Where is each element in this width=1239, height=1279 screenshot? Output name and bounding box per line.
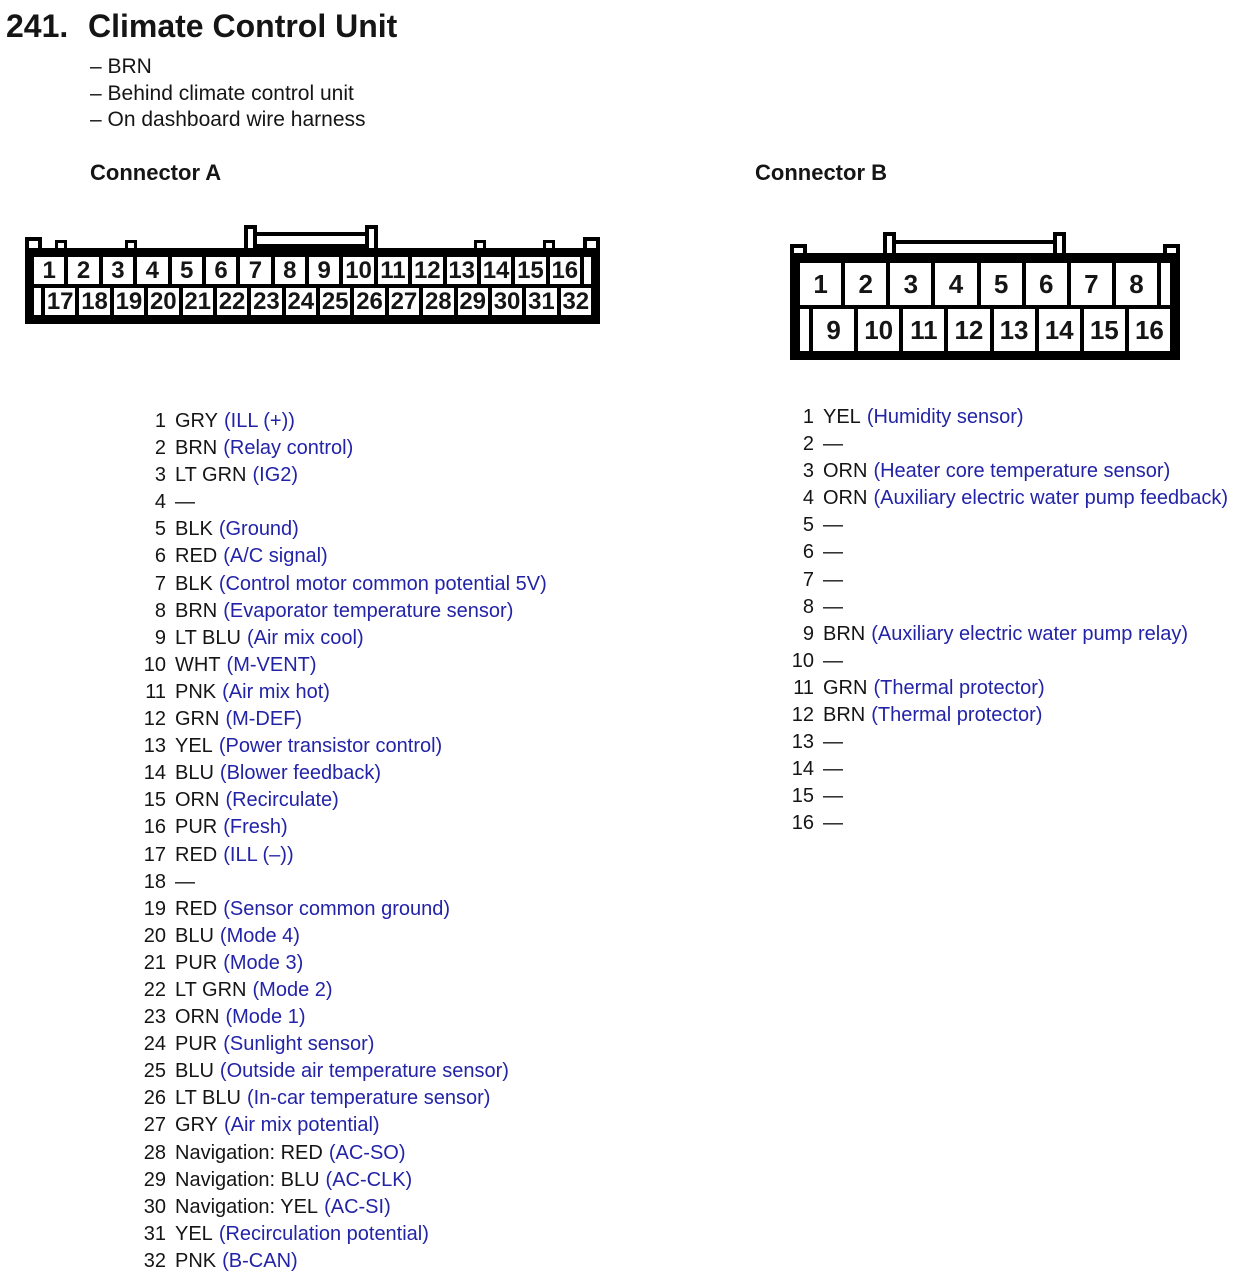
pin-list-row xyxy=(138,950,547,977)
pin-cell: 1 xyxy=(796,259,845,309)
pin-list-row xyxy=(138,679,547,706)
pin-number: 10 xyxy=(791,649,814,672)
connector-b-body xyxy=(790,253,1180,360)
pin-list-row xyxy=(138,760,547,787)
pin-number: 18 xyxy=(143,870,166,893)
wire-color: — xyxy=(823,433,843,456)
pin-list-row xyxy=(786,594,1228,621)
signal-name: (Humidity sensor) xyxy=(866,406,1024,428)
signal-name: (M-VENT) xyxy=(226,653,317,676)
connector-clip-post xyxy=(244,225,257,250)
pin-cell: 8 xyxy=(1112,259,1161,309)
connector-clip-post xyxy=(883,232,896,255)
wire-color: Navigation: YEL xyxy=(175,1195,319,1218)
wire-color: ORN xyxy=(175,1006,220,1029)
pin-list-row xyxy=(786,810,1228,837)
pin-number: 10 xyxy=(143,653,166,676)
pin-number: 8 xyxy=(802,595,814,618)
pin-cell: 7 xyxy=(1067,259,1116,309)
pin-cell: 9 xyxy=(809,305,858,355)
pin-cell: 10 xyxy=(339,253,377,288)
pin-cell: 11 xyxy=(899,305,948,355)
pin-number: 4 xyxy=(154,491,166,514)
pin-cell: 14 xyxy=(1035,305,1084,355)
pin-number: 16 xyxy=(143,816,166,839)
pin-number: 25 xyxy=(143,1060,166,1083)
wire-color: — xyxy=(823,758,843,781)
signal-name: (Thermal protector) xyxy=(871,704,1043,727)
pin-list-row xyxy=(786,675,1228,702)
wire-color: RED xyxy=(175,545,218,568)
wire-color: YEL xyxy=(175,1222,213,1245)
pin-number: 12 xyxy=(143,708,166,731)
pin-number: 1 xyxy=(154,410,166,432)
pin-list-row xyxy=(138,489,547,516)
wire-color: BLK xyxy=(175,518,213,541)
signal-name: (Auxiliary electric water pump feedback) xyxy=(873,487,1229,510)
signal-name: (Mode 3) xyxy=(223,951,304,974)
pin-list-row xyxy=(138,1167,547,1194)
pin-number: 5 xyxy=(802,514,814,537)
pin-cell: 16 xyxy=(546,253,584,288)
pin-number: 30 xyxy=(143,1195,166,1218)
wire-color: BLU xyxy=(175,924,214,947)
pin-number: 16 xyxy=(791,812,814,835)
wire-color: — xyxy=(823,812,843,835)
pin-number: 26 xyxy=(143,1087,166,1110)
pin-cell: 20 xyxy=(144,284,182,319)
pin-list-row xyxy=(138,977,547,1004)
pin-number: 12 xyxy=(791,704,814,727)
pin-number: 14 xyxy=(143,762,166,785)
pin-cell: 12 xyxy=(944,305,993,355)
wire-color: BLU xyxy=(175,1060,214,1083)
pin-cell: 18 xyxy=(75,284,113,319)
signal-name: (Mode 4) xyxy=(219,924,300,947)
pin-list-row xyxy=(138,462,547,489)
pin-number: 19 xyxy=(143,897,166,920)
signal-name: (A/C signal) xyxy=(223,545,328,568)
location-note: – Behind climate control unit xyxy=(90,81,354,105)
pin-cell: 6 xyxy=(202,253,240,288)
pin-number: 28 xyxy=(143,1141,166,1164)
pin-number: 23 xyxy=(143,1006,166,1029)
wire-color: — xyxy=(823,568,843,591)
pin-number: 2 xyxy=(802,433,814,456)
signal-name: (Power transistor control) xyxy=(218,735,443,758)
wire-color: BRN xyxy=(175,599,218,622)
pin-list-row xyxy=(138,598,547,625)
signal-name: (Relay control) xyxy=(223,437,354,460)
pin-list-row xyxy=(138,896,547,923)
signal-name: (Sensor common ground) xyxy=(223,897,451,920)
wire-color: BLU xyxy=(175,762,214,785)
connector-b-pin-list xyxy=(786,404,1228,838)
wire-color: — xyxy=(175,491,195,514)
signal-name: (Thermal protector) xyxy=(873,676,1045,699)
pin-cell: 28 xyxy=(419,284,457,319)
wire-color: GRY xyxy=(175,1114,218,1137)
pin-list-row xyxy=(138,1112,547,1139)
pin-cell: 22 xyxy=(213,284,251,319)
pin-cell: 9 xyxy=(305,253,343,288)
pin-list-row xyxy=(786,512,1228,539)
pin-cell: 17 xyxy=(41,284,79,319)
pin-number: 27 xyxy=(143,1114,166,1137)
wire-color: ORN xyxy=(823,460,868,483)
pin-number: 15 xyxy=(143,789,166,812)
signal-name: (ILL (–)) xyxy=(223,843,294,866)
pin-list-row xyxy=(138,842,547,869)
pin-list-row xyxy=(786,431,1228,458)
pin-cell: 16 xyxy=(1125,305,1174,355)
pin-list-row xyxy=(138,1248,547,1275)
pin-list-row xyxy=(786,783,1228,810)
signal-name: (AC-SO) xyxy=(328,1141,406,1164)
connector-a-heading: Connector A xyxy=(90,160,222,185)
wire-color: — xyxy=(823,541,843,564)
wire-color: PNK xyxy=(175,1249,217,1272)
wire-color: PUR xyxy=(175,951,218,974)
wire-color: — xyxy=(823,595,843,618)
pin-cell: 13 xyxy=(990,305,1039,355)
wire-color: BRN xyxy=(823,704,866,727)
pin-cell: 27 xyxy=(385,284,423,319)
signal-name: (Recirculation potential) xyxy=(218,1222,429,1245)
pin-cell: 4 xyxy=(931,259,980,309)
wire-color: — xyxy=(823,731,843,754)
pin-number: 7 xyxy=(154,572,166,595)
pin-cell: 1 xyxy=(30,253,68,288)
pin-number: 11 xyxy=(145,680,166,703)
wire-color: WHT xyxy=(175,653,221,676)
blank-cell xyxy=(580,253,595,288)
pin-list-row xyxy=(138,733,547,760)
connector-clip-post xyxy=(1053,232,1066,255)
pin-number: 3 xyxy=(802,460,814,483)
pin-number: 6 xyxy=(154,545,166,568)
wire-color: RED xyxy=(175,897,218,920)
connector-bottom-row xyxy=(30,284,595,319)
pin-number: 4 xyxy=(802,487,814,510)
pin-number: 7 xyxy=(802,568,814,591)
section-number: 241. xyxy=(6,8,69,44)
pin-list-row xyxy=(138,814,547,841)
signal-name: (B-CAN) xyxy=(222,1249,298,1272)
pin-cell: 4 xyxy=(133,253,171,288)
pin-cell: 3 xyxy=(99,253,137,288)
pin-cell: 29 xyxy=(454,284,492,319)
pin-list-row xyxy=(786,485,1228,512)
pin-cell: 2 xyxy=(841,259,890,309)
pin-list-row xyxy=(138,1221,547,1248)
pin-number: 31 xyxy=(143,1222,166,1245)
pin-cell: 2 xyxy=(64,253,102,288)
pin-list-row xyxy=(138,923,547,950)
pin-list-row xyxy=(786,702,1228,729)
pin-cell: 3 xyxy=(886,259,935,309)
pin-list-row xyxy=(138,625,547,652)
wire-color: BRN xyxy=(823,622,866,645)
wire-color: RED xyxy=(175,843,218,866)
wire-color: YEL xyxy=(175,735,213,758)
wire-color: GRY xyxy=(175,410,218,432)
pin-number: 1 xyxy=(802,406,814,428)
pin-cell: 5 xyxy=(168,253,206,288)
signal-name: (Control motor common potential 5V) xyxy=(218,572,547,595)
connector-bottom-row xyxy=(796,305,1174,355)
pin-list-row xyxy=(786,621,1228,648)
pin-list-row xyxy=(138,1194,547,1221)
pin-list-row xyxy=(786,458,1228,485)
connector-a-pin-list xyxy=(138,408,547,1275)
pin-number: 9 xyxy=(802,622,814,645)
page-title xyxy=(6,8,397,45)
connector-top-row xyxy=(796,259,1174,309)
wire-color: BRN xyxy=(175,437,218,460)
pin-list-row xyxy=(138,706,547,733)
pin-cell: 13 xyxy=(443,253,481,288)
wire-color: LT GRN xyxy=(175,978,247,1001)
pin-number: 3 xyxy=(154,464,166,487)
pin-list-row xyxy=(786,756,1228,783)
signal-name: (Evaporator temperature sensor) xyxy=(223,599,514,622)
wire-color: PNK xyxy=(175,680,217,703)
pin-number: 6 xyxy=(802,541,814,564)
pin-list-row xyxy=(786,404,1228,431)
pin-cell: 7 xyxy=(236,253,274,288)
pin-cell: 15 xyxy=(511,253,549,288)
connector-a-diagram xyxy=(25,225,600,325)
connector-b-diagram xyxy=(790,232,1180,362)
wire-color: — xyxy=(823,785,843,808)
signal-name: (Air mix hot) xyxy=(222,680,330,703)
signal-name: (Air mix potential) xyxy=(223,1114,380,1137)
connector-clip-bar xyxy=(244,232,378,248)
pin-cell: 14 xyxy=(477,253,515,288)
pin-number: 17 xyxy=(143,843,166,866)
blank-cell xyxy=(1157,259,1174,309)
pin-cell: 25 xyxy=(316,284,354,319)
pin-number: 29 xyxy=(143,1168,166,1191)
pin-number: 15 xyxy=(791,785,814,808)
pin-number: 13 xyxy=(791,731,814,754)
pin-cell: 5 xyxy=(977,259,1026,309)
signal-name: (AC-CLK) xyxy=(325,1168,413,1191)
signal-name: (Ground) xyxy=(218,518,299,541)
pin-list-row xyxy=(138,652,547,679)
signal-name: (Air mix cool) xyxy=(246,626,364,649)
pin-number: 2 xyxy=(154,437,166,460)
wire-color: LT BLU xyxy=(175,1087,241,1110)
pin-number: 21 xyxy=(143,951,166,974)
pin-cell: 21 xyxy=(179,284,217,319)
pin-cell: 19 xyxy=(110,284,148,319)
pin-number: 5 xyxy=(154,518,166,541)
location-note: – BRN xyxy=(90,55,152,78)
wire-color: ORN xyxy=(175,789,220,812)
wire-color: PUR xyxy=(175,1033,218,1056)
pin-list-row xyxy=(138,435,547,462)
signal-name: (Recirculate) xyxy=(225,789,339,812)
pin-list-row xyxy=(786,729,1228,756)
pin-cell: 23 xyxy=(247,284,285,319)
pin-list-row xyxy=(138,1031,547,1058)
wire-color: BLK xyxy=(175,572,213,595)
pin-cell: 32 xyxy=(557,284,595,319)
pin-number: 11 xyxy=(793,676,814,699)
pin-number: 8 xyxy=(154,599,166,622)
wire-color: Navigation: RED xyxy=(175,1141,323,1164)
wire-color: — xyxy=(823,514,843,537)
signal-name: (Mode 1) xyxy=(225,1006,306,1029)
wire-color: GRN xyxy=(175,708,220,731)
pin-list-row xyxy=(786,539,1228,566)
section-title: Climate Control Unit xyxy=(88,8,398,44)
pin-cell: 6 xyxy=(1022,259,1071,309)
pin-cell: 15 xyxy=(1080,305,1129,355)
connector-b-heading: Connector B xyxy=(755,160,887,185)
signal-name: (AC-SI) xyxy=(324,1195,391,1218)
wire-color: PUR xyxy=(175,816,218,839)
wire-color: LT GRN xyxy=(175,464,247,487)
pin-list-row xyxy=(138,787,547,814)
wire-color: ORN xyxy=(823,487,868,510)
pin-cell: 8 xyxy=(271,253,309,288)
location-note: – On dashboard wire harness xyxy=(90,108,366,131)
pin-cell: 10 xyxy=(854,305,903,355)
pin-list-row xyxy=(786,648,1228,675)
wire-color: YEL xyxy=(823,406,861,428)
signal-name: (IG2) xyxy=(252,464,299,487)
pin-list-row xyxy=(138,516,547,543)
signal-name: (Heater core temperature sensor) xyxy=(873,460,1171,483)
connector-clip-post xyxy=(365,225,378,250)
signal-name: (Fresh) xyxy=(223,816,288,839)
signal-name: (Outside air temperature sensor) xyxy=(219,1060,509,1083)
pin-cell: 31 xyxy=(522,284,560,319)
pin-list-row xyxy=(138,408,547,435)
pin-number: 13 xyxy=(143,735,166,758)
wire-color: — xyxy=(823,649,843,672)
pin-list-row xyxy=(138,1004,547,1031)
wire-color: — xyxy=(175,870,195,893)
pin-cell: 12 xyxy=(408,253,446,288)
pin-number: 32 xyxy=(143,1249,166,1272)
pin-number: 24 xyxy=(143,1033,166,1056)
location-notes xyxy=(90,54,366,134)
pin-number: 14 xyxy=(791,758,814,781)
pin-list-row xyxy=(138,1085,547,1112)
pin-list-row xyxy=(138,543,547,570)
pin-cell: 26 xyxy=(350,284,388,319)
signal-name: (Auxiliary electric water pump relay) xyxy=(871,622,1188,645)
signal-name: (Mode 2) xyxy=(252,978,333,1001)
wire-color: LT BLU xyxy=(175,626,241,649)
connector-a-body xyxy=(25,248,600,324)
pin-list-row xyxy=(786,567,1228,594)
connector-top-row xyxy=(30,253,595,288)
pin-list-row xyxy=(138,1140,547,1167)
pin-number: 22 xyxy=(143,978,166,1001)
pin-list-row xyxy=(138,869,547,896)
wire-color: Navigation: BLU xyxy=(175,1168,320,1191)
signal-name: (In-car temperature sensor) xyxy=(246,1087,491,1110)
pin-cell: 24 xyxy=(282,284,320,319)
signal-name: (Sunlight sensor) xyxy=(223,1033,375,1056)
signal-name: (Blower feedback) xyxy=(219,762,382,785)
pin-list-row xyxy=(138,1058,547,1085)
signal-name: (M-DEF) xyxy=(225,708,303,731)
pin-cell: 30 xyxy=(488,284,526,319)
pin-cell: 11 xyxy=(374,253,412,288)
pin-number: 9 xyxy=(154,626,166,649)
signal-name: (ILL (+)) xyxy=(223,410,295,432)
pin-number: 20 xyxy=(143,924,166,947)
wire-color: GRN xyxy=(823,676,868,699)
pin-list-row xyxy=(138,571,547,598)
